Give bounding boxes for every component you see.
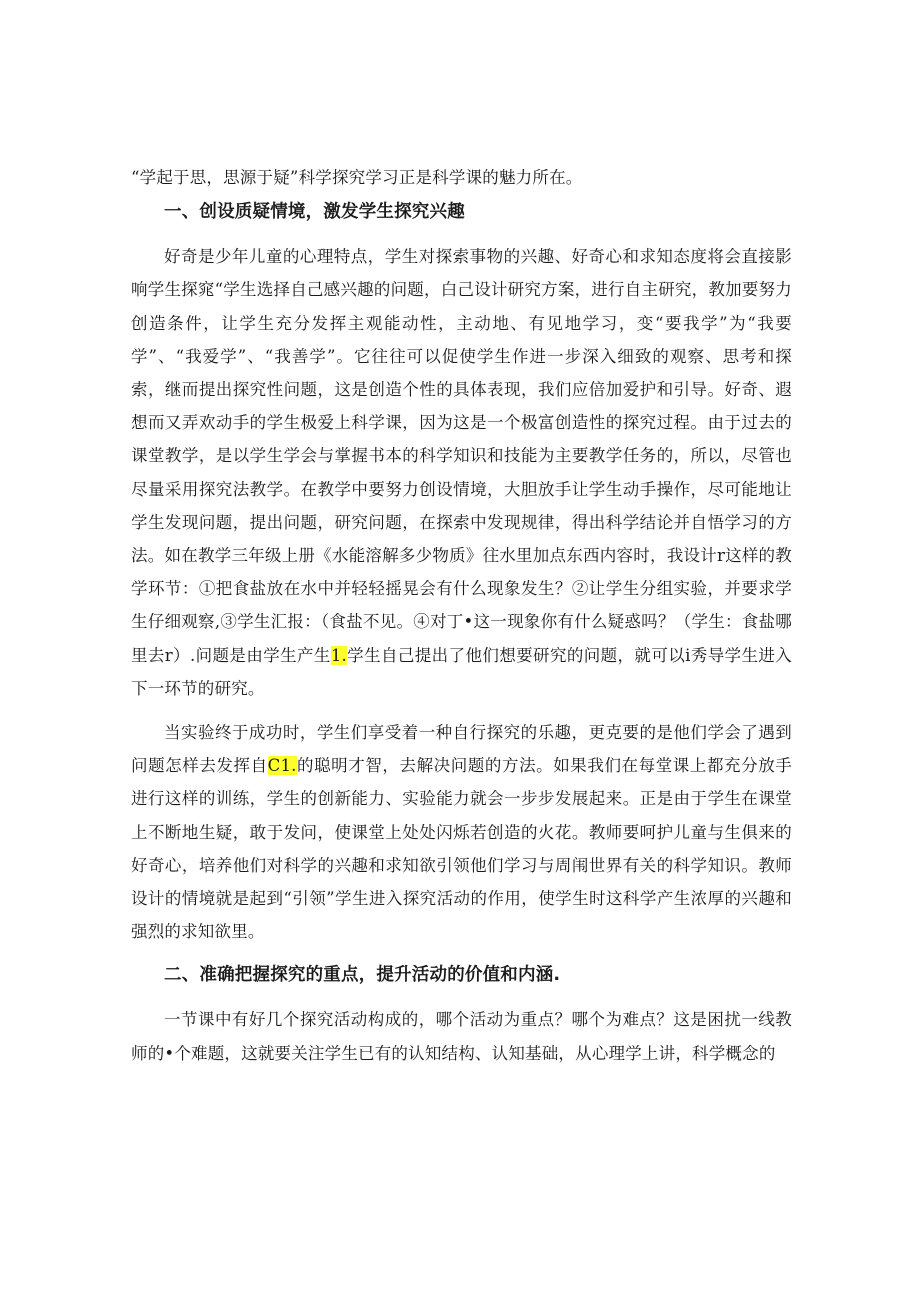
section2-paragraph-1: 一节课中有好几个探究活动构成的，哪个活动为重点？哪个为难点？这是困扰一线教师的•个难题，这就要关注学生已有的认知结构、认知基础，从心理学上讲，科学概念的 xyxy=(131,1010,792,1063)
section1-heading: 一、创设质疑情境，激发学生探究兴趣 xyxy=(164,202,465,223)
section1-paragraph-2 xyxy=(131,716,792,948)
paragraph-text: 的聪明才智，去解决问题的方法。如果我们在每堂课上都充分放手进行这样的训练，学生的创新能力、实验能力就会一步步发展起来。正是由于学生在课堂上不断地生疑，敢于发问，使课堂上处处闪烁若创造的火花。教师要呵护儿童与生俱来的好奇心，培养他们对科学的兴趣和求知欲引领他们学习与周闱世界有关的科学知识。教师设计的情境就是起到“引领”学生进入探究活动的作用，使学生时这科学产生浓厚的兴趣和强烈的求知欲里。 xyxy=(131,756,792,942)
document-body xyxy=(131,161,792,1081)
highlighted-text: 1. xyxy=(330,645,347,665)
paragraph-text: 好奇是少年儿童的心理特点，学生对探索事物的兴趣、好奇心和求知态度将会直接影响学生探窕“学生选择自己感兴趣的问题，白己设计研究方案，进行自主研究，教加要努力创造条件，让学生充分发挥主观能动性，主动地、有见地学习，变“要我学”为“我要学”、“我爱学”、“我善学”。它往往可以促使学生作进一步深入细致的观察、思考和探索，继而提出探究性问题，这是创造个性的具体表现，我们应倍加爱护和引导。好奇、遐想而又弄欢动手的学生极爱上科学课，因为这是一个极富创造性的探究过程。由于过去的课堂教学，是以学生学会与掌握书本的科学知识和技能为主要教学任务的，所以，尽管也尽量采用探究法教学。在教学中要努力创设情境，大胆放手让学生动手操作，尽可能地让学生发现问题，提出问题，研究问题，在探索中发现规律，得出科学结论并自悟学习的方法。如在教学三年级上册《水能溶解多少物质》往水里加点东西内容时，我设计r这样的教学环节：①把食盐放在水中并轻轻摇晃会有什么现象发生？②让学生分组实验，并要求学生仔细观察,③学生汇报：（食盐不见。④对丁•这一现象你有什么疑惑吗？（学生：食盐哪里去r）.问题是由学生产生 xyxy=(131,247,792,665)
intro-line: “学起于思，思源于疑”科学探究学习正是科学课的魅力所在。 xyxy=(131,168,583,187)
paragraph-text: 当实验终于成功时，学生们享受着一种自行探究的乐趣，更克要的是他们学会了遇到问题怎样去发挥自 xyxy=(131,723,792,776)
highlighted-text: C1. xyxy=(267,756,297,776)
section2-heading: 二、准确把握探究的重点，提升活动的价值和内涵. xyxy=(164,965,561,986)
paragraph-text: 学生自己提出了他们想要研究的问题，就可以i秀导学生进入下一环节的研究。 xyxy=(131,645,792,698)
section1-paragraph-1 xyxy=(131,240,792,705)
